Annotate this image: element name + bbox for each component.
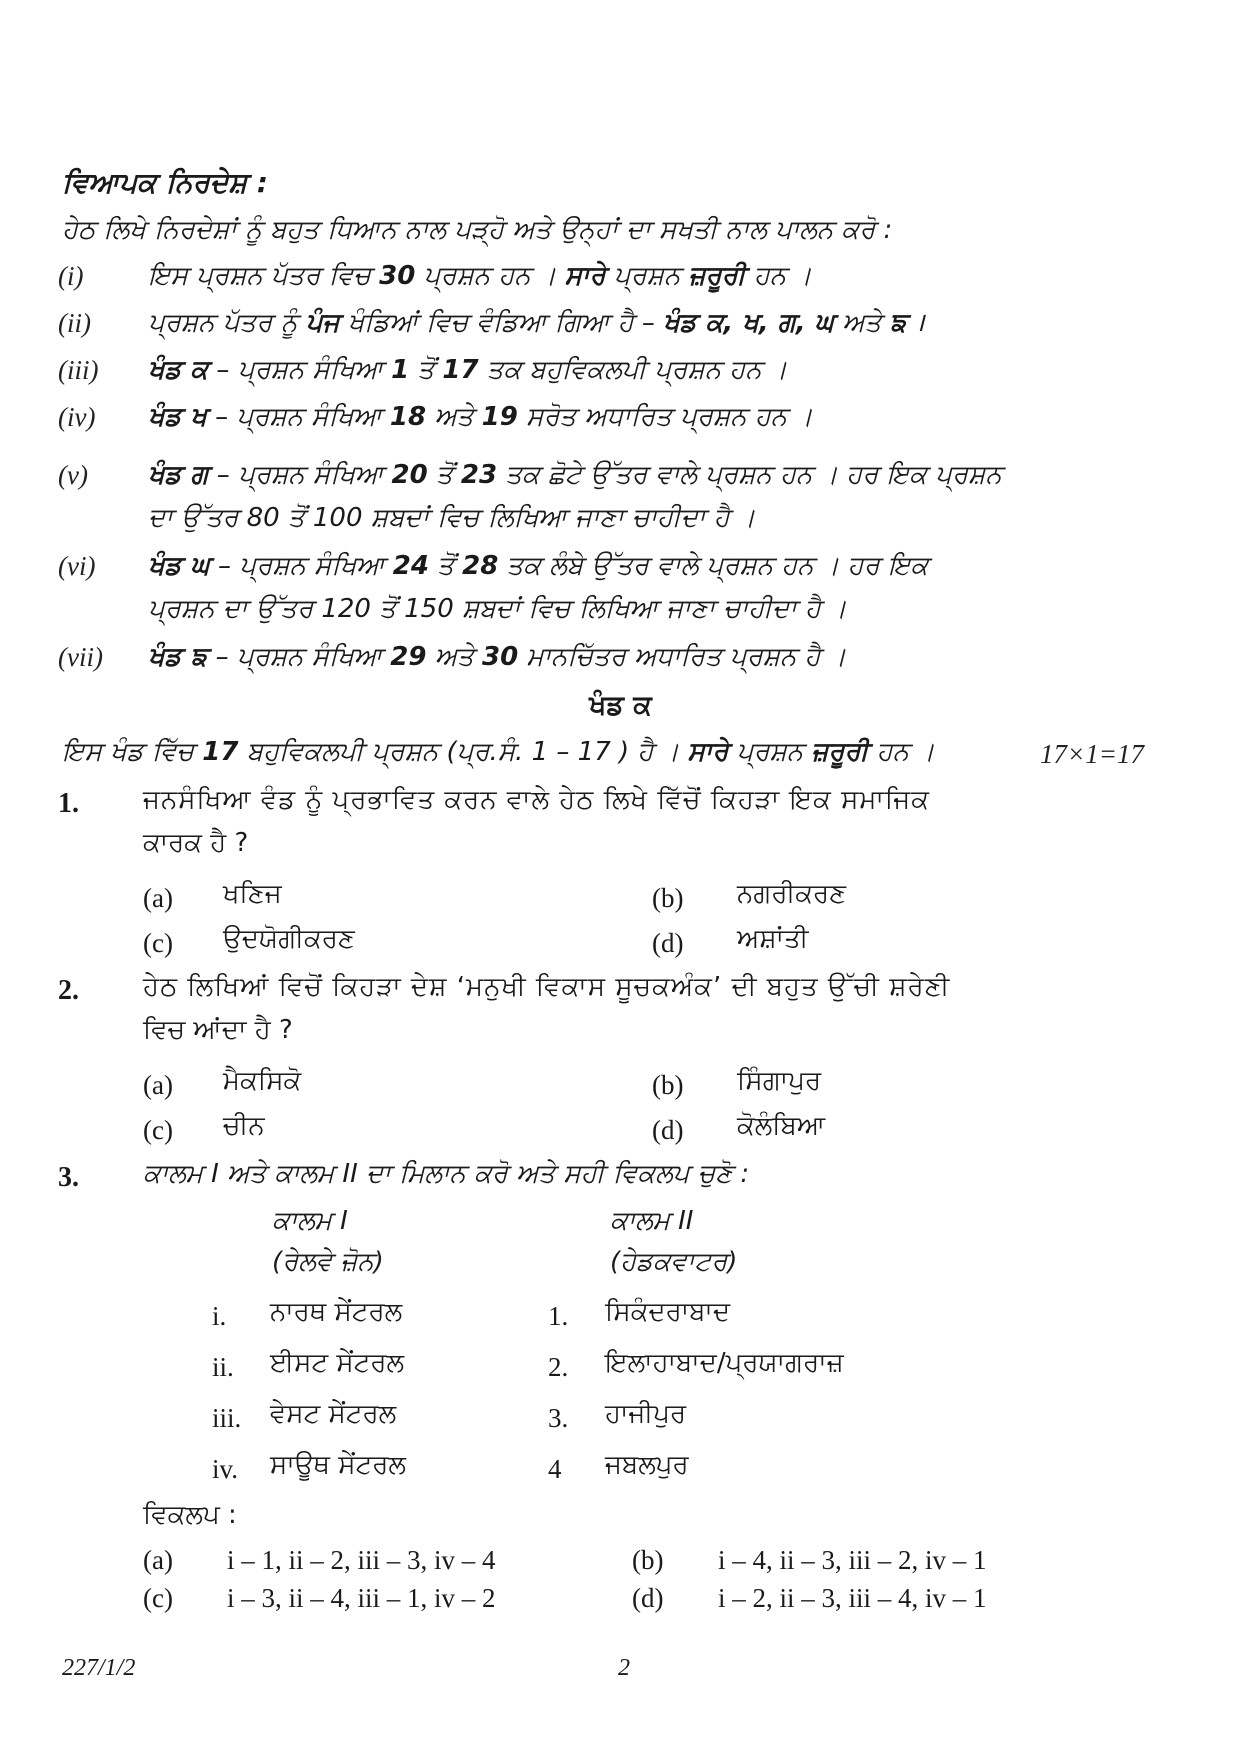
zone-name: ਨਾਰਥ ਸੇਂਟਰਲ xyxy=(270,1297,403,1327)
question-text-cont: ਕਾਰਕ ਹੈ ? xyxy=(143,828,249,858)
instruction-item: ਖੰਡ ਙ – ਪ੍ਰਸ਼ਨ ਸੰਖਿਆ 29 ਅਤੇ 30 ਮਾਨਚਿੱਤਰ ਅਧਾਰਿਤ ਪ੍ਰਸ਼ਨ ਹੈ । xyxy=(148,642,847,672)
zone-name: ਈਸਟ ਸੇਂਟਰਲ xyxy=(270,1348,405,1378)
row-number: ii. xyxy=(212,1352,234,1382)
option-label: (b) xyxy=(632,1545,664,1575)
question-number: 3. xyxy=(58,1162,79,1193)
column-1-title: ਕਾਲਮ I xyxy=(272,1206,348,1236)
row-number: iv. xyxy=(212,1454,238,1484)
column-2-title: ਕਾਲਮ II xyxy=(610,1206,694,1236)
instruction-item: ਪ੍ਰਸ਼ਨ ਪੱਤਰ ਨੂੰ ਪੰਜ ਖੰਡਿਆਂ ਵਿਚ ਵੰਡਿਆ ਗਿਆ ਹੈ – ਖੰਡ ਕ, ਖ, ਗ, ਘ ਅਤੇ ਙ । xyxy=(148,308,925,338)
row-number: 3. xyxy=(548,1403,569,1433)
option-c[interactable]: ਉਦਯੋਗੀਕਰਣ xyxy=(223,924,355,954)
option-label: (b) xyxy=(652,1070,684,1100)
instruction-item: ਖੰਡ ਖ – ਪ੍ਰਸ਼ਨ ਸੰਖਿਆ 18 ਅਤੇ 19 ਸਰੋਤ ਅਧਾਰਿਤ ਪ੍ਰਸ਼ਨ ਹਨ । xyxy=(148,402,813,432)
option-label: (c) xyxy=(143,1583,173,1613)
instruction-number: (vi) xyxy=(58,551,96,581)
headquarter-name: ਇਲਾਹਾਬਾਦ/ਪ੍ਰਯਾਗਰਾਜ਼ xyxy=(605,1348,844,1378)
section-title: ਖੰਡ ਕ xyxy=(589,690,652,721)
question-text: ਜਨਸੰਖਿਆ ਵੰਡ ਨੂੰ ਪ੍ਰਭਾਵਿਤ ਕਰਨ ਵਾਲੇ ਹੇਠ ਲਿਖੇ ਵਿੱਚੋਂ ਕਿਹੜਾ ਇਕ ਸਮਾਜਿਕ xyxy=(143,785,931,815)
option-b[interactable]: ਨਗਰੀਕਰਣ xyxy=(737,879,847,909)
option-a[interactable]: ਖਣਿਜ xyxy=(223,879,282,909)
paper-code: 227/1/2 xyxy=(62,1655,136,1681)
option-label: (d) xyxy=(652,928,684,958)
column-2-subtitle: (ਹੇਡਕਵਾਟਰ) xyxy=(610,1247,738,1277)
instruction-item: ਖੰਡ ਘ – ਪ੍ਰਸ਼ਨ ਸੰਖਿਆ 24 ਤੋਂ 28 ਤਕ ਲੰਬੇ ਉੱਤਰ ਵਾਲੇ ਪ੍ਰਸ਼ਨ ਹਨ । ਹਰ ਇਕ xyxy=(148,551,929,581)
question-number: 1. xyxy=(58,788,79,819)
instruction-item: ਇਸ ਪ੍ਰਸ਼ਨ ਪੱਤਰ ਵਿਚ 30 ਪ੍ਰਸ਼ਨ ਹਨ । ਸਾਰੇ ਪ੍ਰਸ਼ਨ ਜ਼ਰੂਰੀ ਹਨ । xyxy=(148,261,812,291)
row-number: i. xyxy=(212,1301,227,1331)
intro-text: ਹੇਠ ਲਿਖੇ ਨਿਰਦੇਸ਼ਾਂ ਨੂੰ ਬਹੁਤ ਧਿਆਨ ਨਾਲ ਪੜ੍ਹੋ ਅਤੇ ਉਨ੍ਹਾਂ ਦਾ ਸਖਤੀ ਨਾਲ ਪਾਲਨ ਕਰੋ : xyxy=(62,215,893,245)
option-c[interactable]: ਚੀਨ xyxy=(223,1111,265,1141)
option-b[interactable]: i – 4, ii – 3, iii – 2, iv – 1 xyxy=(718,1545,987,1575)
column-1-subtitle: (ਰੇਲਵੇ ਜ਼ੋਨ) xyxy=(272,1247,384,1277)
row-number: 4 xyxy=(548,1454,562,1484)
page-number: 2 xyxy=(618,1655,630,1681)
instruction-number: (iv) xyxy=(58,402,96,432)
headquarter-name: ਜਬਲਪੁਰ xyxy=(605,1450,689,1480)
question-text-cont: ਵਿਚ ਆਂਦਾ ਹੈ ? xyxy=(143,1015,293,1045)
option-label: (d) xyxy=(632,1583,664,1613)
instruction-number: (vii) xyxy=(58,642,103,672)
instruction-continuation: ਪ੍ਰਸ਼ਨ ਦਾ ਉੱਤਰ 120 ਤੋਂ 150 ਸ਼ਬਦਾਂ ਵਿਚ ਲਿਖਿਆ ਜਾਣਾ ਚਾਹੀਦਾ ਹੈ । xyxy=(148,594,847,624)
page-heading: ਵਿਆਪਕ ਨਿਰਦੇਸ਼ : xyxy=(62,166,268,199)
question-number: 2. xyxy=(58,975,79,1006)
option-label: (a) xyxy=(143,883,173,913)
row-number: 1. xyxy=(548,1301,569,1331)
row-number: 2. xyxy=(548,1352,569,1382)
instruction-item: ਖੰਡ ਗ – ਪ੍ਰਸ਼ਨ ਸੰਖਿਆ 20 ਤੋਂ 23 ਤਕ ਛੋਟੇ ਉੱਤਰ ਵਾਲੇ ਪ੍ਰਸ਼ਨ ਹਨ । ਹਰ ਇਕ ਪ੍ਰਸ਼ਨ xyxy=(148,460,1002,490)
section-intro: ਇਸ ਖੰਡ ਵਿੱਚ 17 ਬਹੁਵਿਕਲਪੀ ਪ੍ਰਸ਼ਨ (ਪ੍ਰ.ਸੰ. 1 – 17 ) ਹੈ । ਸਾਰੇ ਪ੍ਰਸ਼ਨ ਜ਼ਰੂਰੀ ਹਨ । xyxy=(62,737,935,767)
instruction-item: ਖੰਡ ਕ – ਪ੍ਰਸ਼ਨ ਸੰਖਿਆ 1 ਤੋਂ 17 ਤਕ ਬਹੁਵਿਕਲਪੀ ਪ੍ਰਸ਼ਨ ਹਨ । xyxy=(148,355,788,385)
option-b[interactable]: ਸਿੰਗਾਪੁਰ xyxy=(737,1066,822,1096)
headquarter-name: ਹਾਜੀਪੁਰ xyxy=(605,1399,687,1429)
option-d[interactable]: ਅਸ਼ਾਂਤੀ xyxy=(737,924,809,954)
instruction-number: (i) xyxy=(58,261,84,291)
question-text: ਕਾਲਮ I ਅਤੇ ਕਾਲਮ II ਦਾ ਮਿਲਾਨ ਕਰੋ ਅਤੇ ਸਹੀ ਵਿਕਲਪ ਚੁਣੋ : xyxy=(143,1159,750,1189)
question-text: ਹੇਠ ਲਿਖਿਆਂ ਵਿਚੋਂ ਕਿਹੜਾ ਦੇਸ਼ ‘ਮਨੁਖੀ ਵਿਕਾਸ ਸੂਚਕਅੰਕ’ ਦੀ ਬਹੁਤ ਉੱਚੀ ਸ਼ਰੇਣੀ xyxy=(143,972,951,1002)
option-d[interactable]: ਕੋਲੰਬਿਆ xyxy=(737,1111,826,1141)
option-a[interactable]: ਮੈਕਸਿਕੋ xyxy=(223,1066,302,1096)
option-label: (c) xyxy=(143,1115,173,1145)
headquarter-name: ਸਿਕੰਦਰਾਬਾਦ xyxy=(605,1297,731,1327)
option-label: (c) xyxy=(143,928,173,958)
instruction-number: (v) xyxy=(58,460,88,490)
zone-name: ਸਾਊਥ ਸੇਂਟਰਲ xyxy=(270,1450,406,1480)
option-c[interactable]: i – 3, ii – 4, iii – 1, iv – 2 xyxy=(227,1583,496,1613)
option-d[interactable]: i – 2, ii – 3, iii – 4, iv – 1 xyxy=(718,1583,987,1613)
option-a[interactable]: i – 1, ii – 2, iii – 3, iv – 4 xyxy=(227,1545,496,1575)
options-label: ਵਿਕਲਪ : xyxy=(143,1500,237,1530)
option-label: (b) xyxy=(652,883,684,913)
option-label: (a) xyxy=(143,1070,173,1100)
instruction-continuation: ਦਾ ਉੱਤਰ 80 ਤੋਂ 100 ਸ਼ਬਦਾਂ ਵਿਚ ਲਿਖਿਆ ਜਾਣਾ ਚਾਹੀਦਾ ਹੈ । xyxy=(148,503,756,533)
instruction-number: (iii) xyxy=(58,355,99,385)
row-number: iii. xyxy=(212,1403,242,1433)
instruction-number: (ii) xyxy=(58,308,91,338)
section-marks: 17×1=17 xyxy=(1040,739,1144,769)
option-label: (d) xyxy=(652,1115,684,1145)
option-label: (a) xyxy=(143,1545,173,1575)
zone-name: ਵੇਸਟ ਸੇਂਟਰਲ xyxy=(270,1399,397,1429)
